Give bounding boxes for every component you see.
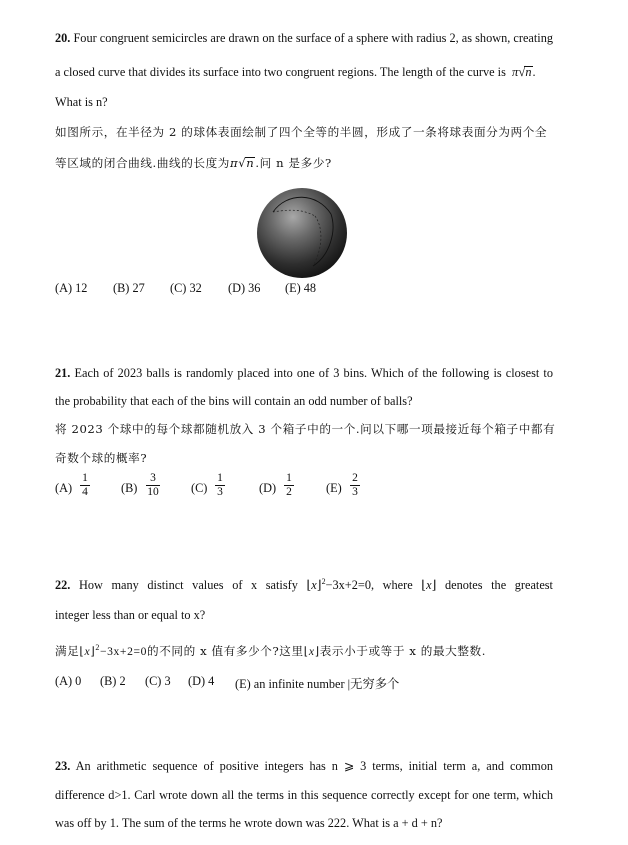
p22-zh1: 满足⌊x⌋$^2$−3x+2=0的不同的 x 值有多少个?这里⌊x⌋表示小于或等于 x 的最大整数.	[55, 643, 487, 658]
p22-floor-symbol: ⌊x⌋	[421, 578, 437, 593]
p20-line3: What is n?	[55, 95, 108, 109]
p21-zh2: 奇数个球的概率?	[55, 451, 148, 465]
p22-line2: integer less than or equal to x?	[55, 608, 206, 622]
p21-choice-c-frac: 1 3	[215, 472, 225, 499]
p21-number: 21.	[55, 366, 71, 380]
p21-choice-b-label[interactable]: (B)	[121, 481, 138, 495]
p22-choice-c[interactable]: (C) 3	[145, 674, 171, 688]
p20-zh2: 等区域的闭合曲线.曲线的长度为π√n.问 n 是多少?	[55, 156, 332, 170]
p23-line2: difference d>1. Carl wrote down all the terms in this sequence correctly except for one term, which	[55, 788, 553, 802]
sphere-figure	[255, 186, 349, 280]
p22-zh-floor-symbol: ⌊x⌋	[303, 644, 320, 658]
p20-choice-a[interactable]: (A) 12	[55, 281, 88, 295]
p23-line3: was off by 1. The sum of the terms he wrote down was 222. What is a + d + n?	[55, 816, 443, 830]
p22-choice-d[interactable]: (D) 4	[188, 674, 215, 688]
p22-number: 22.	[55, 578, 71, 593]
p22-equation: ⌊x⌋$^2$−3x+2=0	[306, 577, 371, 593]
p21-choice-d-label[interactable]: (D)	[259, 481, 277, 495]
p21-choice-e-label[interactable]: (E)	[326, 481, 342, 495]
p20-line2: a closed curve that divides its surface into two congruent regions. The length of the curve is π√n.	[55, 64, 536, 79]
p20-line1: 20. Four congruent semicircles are drawn on the surface of a sphere with radius 2, as shown, creating	[55, 31, 554, 45]
p23-line1: 23. An arithmetic sequence of positive integers has n ⩾ 3 terms, initial term a, and common	[55, 759, 553, 773]
p20-zh1: 如图所示，在半径为 2 的球体表面绘制了四个全等的半圆，形成了一条将球表面分为两个全	[55, 125, 548, 139]
p23-number: 23.	[55, 759, 71, 773]
p22-choice-a[interactable]: (A) 0	[55, 674, 82, 688]
p21-line1: 21. Each of 2023 balls is randomly placed into one of 3 bins. Which of the following is closest to	[55, 366, 553, 380]
p21-choice-d-frac: 1 2	[284, 472, 294, 499]
p22-choice-b[interactable]: (B) 2	[100, 674, 126, 688]
p20-number: 20.	[55, 31, 71, 45]
p21-line2: the probability that each of the bins will contain an odd number of balls?	[55, 394, 413, 408]
p21-choice-e-frac: 2 3	[350, 472, 360, 499]
p21-choice-b-frac: 3 10	[147, 472, 159, 498]
p20-choice-b[interactable]: (B) 27	[113, 281, 145, 295]
p22-choice-e[interactable]: (E) an infinite number |无穷多个	[235, 677, 400, 691]
p20-choice-d[interactable]: (D) 36	[228, 281, 261, 295]
p22-zh-equation: ⌊x⌋$^2$−3x+2=0	[79, 643, 148, 658]
p21-choice-c-label[interactable]: (C)	[191, 481, 208, 495]
p20-choice-c[interactable]: (C) 32	[170, 281, 202, 295]
p22-line1: 22. How many distinct values of x satisfy ⌊x⌋$^2$−3x+2=0, where ⌊x⌋ denotes the greatest	[55, 577, 553, 593]
p20-choice-e[interactable]: (E) 48	[285, 281, 317, 295]
p21-choice-a-frac: 1 4	[80, 472, 90, 499]
p21-zh1: 将 2023 个球中的每个球都随机放入 3 个箱子中的一个.问以下哪一项最接近每个箱子中都有	[55, 422, 556, 436]
p21-choice-a-label[interactable]: (A)	[55, 481, 73, 495]
